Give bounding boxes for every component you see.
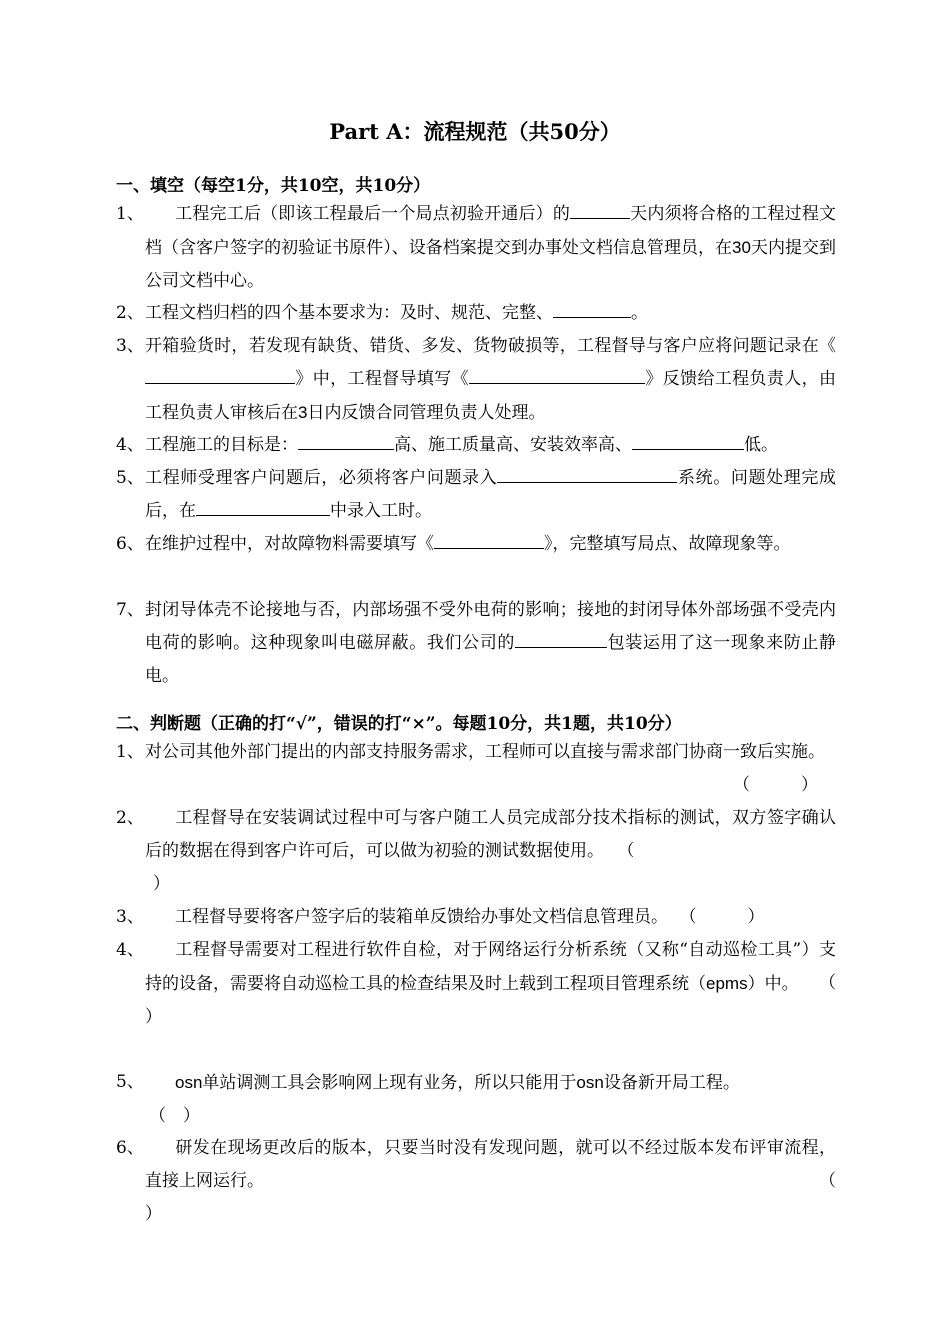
question-text: 封闭导体壳不论接地与否，内部场强不受外电荷的影响；接地的封闭导体外部场强不受壳内电荷的影响。这种现象叫电磁屏蔽。我们公司的 包装运用了这一现象来防止静电。 [145, 600, 837, 686]
answer-parentheses[interactable]: （ ） [733, 775, 818, 795]
question-text: 对公司其他外部门提出的内部支持服务需求，工程师可以直接与需求部门协商一致后实施。 （ ） [145, 736, 836, 802]
question-text: 工程督导要将客户签字后的装箱单反馈给办事处文档信息管理员。 （ ） [175, 907, 765, 927]
answer-paren-close[interactable]: ） [145, 1007, 162, 1027]
question-text: 工程施工的目标是： 高、施工质量高、安装效率高、 低。 [145, 429, 836, 462]
page-title: Part A：流程规范（共50分） [329, 119, 621, 144]
question-text: 工程督导在安装调试过程中可与客户随工人员完成部分技术指标的测试，双方签字确认后的数据在得到客户许可后，可以做为初验的测试数据使用。 （ ） [145, 808, 836, 894]
answer-blank[interactable] [515, 630, 607, 648]
question-text: 开箱验货时，若发现有缺货、错货、多发、货物破损等，工程督导与客户应将问题记录在《》中，工程督导填写《 》反馈给工程负责人，由工程负责人审核后在3日内反馈合同管理负责人处理。 [145, 336, 836, 423]
question-number: 6、 [116, 534, 144, 554]
answer-parentheses[interactable]: （ ） [688, 907, 765, 927]
question-number: 6、 [116, 1138, 144, 1158]
answer-paren-open[interactable]: （ [819, 1171, 836, 1191]
question-text: 研发在现场更改后的版本，只要当时没有发现问题，就可以不经过版本发布评审流程，直接上网运行。 （ ） [145, 1138, 836, 1224]
section-true-false-heading: 二、判断题（正确的打“√”，错误的打“×”。每题10分，共1题，共10分） [116, 714, 682, 734]
answer-paren-close[interactable]: ） [145, 1204, 162, 1224]
question-number: 1、 [116, 204, 144, 224]
question-text: 工程师受理客户问题后，必须将客户问题录入 系统。问题处理完成后，在 中录入工时。 [145, 462, 836, 528]
question-number: 2、 [116, 808, 144, 828]
question-text: osn单站调测工具会影响网上现有业务，所以只能用于osn设备新开局工程。 （ ） [149, 1073, 740, 1126]
section-fill-in-heading: 一、填空（每空1分，共10空，共10分） [116, 176, 431, 196]
answer-blank[interactable] [632, 432, 744, 450]
question-number: 5、 [116, 1072, 144, 1092]
answer-paren-open[interactable]: （ [626, 841, 635, 861]
question-number: 2、 [116, 303, 144, 323]
question-number: 7、 [116, 600, 144, 620]
answer-paren-open[interactable]: （ [819, 973, 836, 993]
question-text: 工程督导需要对工程进行软件自检，对于网络运行分析系统（又称“自动巡检工具”）支持的设备，需要将自动巡检工具的检查结果及时上载到工程项目管理系统（epms）中。 （ ） [145, 940, 836, 1027]
answer-blank[interactable] [145, 366, 295, 384]
answer-blank[interactable] [434, 531, 544, 549]
answer-blank[interactable] [469, 366, 645, 384]
answer-paren-close[interactable]: ） [153, 874, 170, 894]
answer-blank[interactable] [298, 432, 394, 450]
question-text: 工程文档归档的四个基本要求为：及时、规范、完整、 。 [145, 297, 836, 330]
question-number: 4、 [116, 435, 144, 455]
answer-blank[interactable] [570, 201, 630, 219]
question-number: 3、 [116, 336, 144, 356]
question-number: 4、 [116, 940, 144, 960]
question-number: 1、 [116, 742, 144, 762]
question-number: 3、 [116, 907, 144, 927]
answer-blank[interactable] [196, 498, 330, 516]
answer-blank[interactable] [553, 300, 631, 318]
question-text: 在维护过程中，对故障物料需要填写《 》，完整填写局点、故障现象等。 [145, 528, 836, 561]
question-number: 5、 [116, 468, 144, 488]
answer-blank[interactable] [497, 465, 677, 483]
question-text: 工程完工后（即该工程最后一个局点初验开通后）的 天内须将合格的工程过程文档（含客户签字的初验证书原件）、设备档案提交到办事处文档信息管理员，在30天内提交到公司文档中心。 [145, 198, 836, 298]
answer-parentheses[interactable]: （ ） [149, 1106, 200, 1126]
